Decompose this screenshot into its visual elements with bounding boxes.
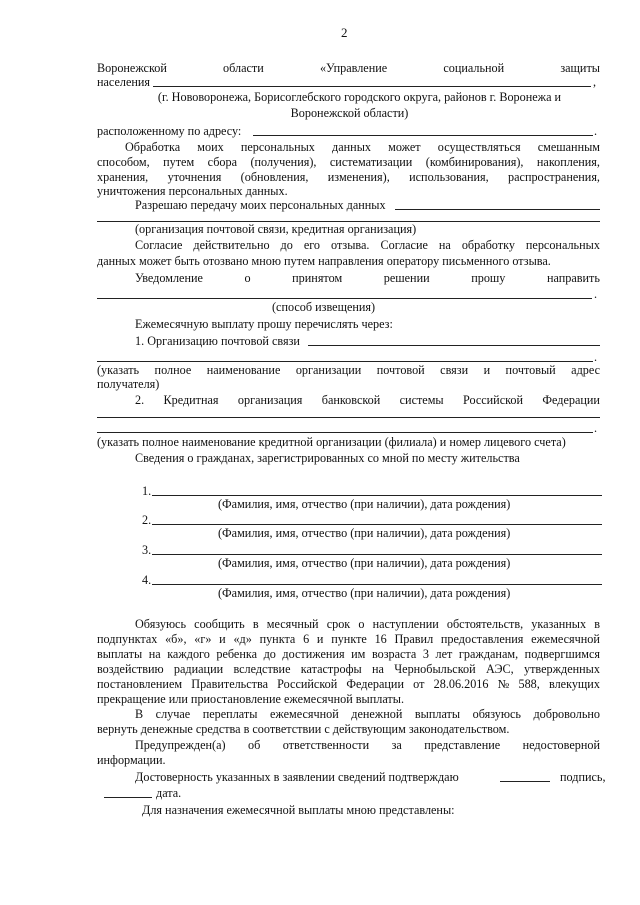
date-blank[interactable]	[104, 797, 152, 798]
obligation-word: влекущих	[549, 677, 600, 691]
consent-word: на	[438, 238, 451, 252]
obligation-word: им	[351, 647, 366, 661]
overpay-word: денежной	[351, 707, 403, 721]
processing-last: уничтожения персональных данных.	[97, 184, 288, 198]
option-2-word: Федерации	[542, 393, 600, 407]
accuracy-blank[interactable]	[500, 781, 550, 782]
resident-num-2: 2.	[142, 513, 152, 527]
processing-word: накопления,	[536, 155, 600, 169]
transfer-hint: (организация почтовой связи, кредитная организация)	[135, 222, 417, 236]
population-label: населения	[97, 75, 151, 89]
processing-word: хранения,	[97, 170, 149, 184]
resident-blank-1[interactable]	[152, 495, 602, 496]
resident-num-4: 4.	[142, 573, 152, 587]
consent-word: отзыва.	[331, 238, 370, 252]
hint-word: полное	[154, 363, 192, 377]
processing-word: (комбинирования),	[425, 155, 524, 169]
submitted-label: Для назначения ежемесячной выплаты мною представлены:	[142, 803, 455, 817]
obligation-word: воздействию	[97, 662, 164, 676]
obligation-word: Правительства	[191, 677, 268, 691]
consent-word: до	[280, 238, 293, 252]
option-2-word: организация	[237, 393, 303, 407]
region-hint-1: (г. Нововоронежа, Борисоглебского городского округа, районов г. Воронежа и	[157, 90, 562, 104]
processing-line-1	[125, 140, 600, 154]
processing-word: сбора	[207, 155, 237, 169]
obligation-line-5	[97, 677, 600, 691]
processing-word: осуществляться	[437, 140, 521, 154]
processing-line-3	[97, 170, 600, 184]
option-1-hint-end: получателя)	[97, 377, 160, 391]
processing-word: данных	[332, 140, 371, 154]
obligation-word: на	[371, 662, 384, 676]
processing-word: изменения),	[327, 170, 390, 184]
option-1-blank[interactable]	[308, 345, 600, 346]
option-2-word: Кредитная	[163, 393, 219, 407]
region-word-2: области	[223, 61, 264, 75]
obligation-word: до	[263, 647, 276, 661]
obligation-word: достижения	[282, 647, 345, 661]
page-number: 2	[341, 25, 348, 40]
option-2-dot: .	[594, 421, 598, 435]
processing-word: использования,	[409, 170, 489, 184]
obligation-last: прекращение или приостановление ежемесячной выплаты.	[97, 692, 404, 706]
processing-word: (получения),	[250, 155, 317, 169]
population-blank[interactable]	[153, 86, 591, 87]
obligation-word: месячный	[266, 617, 319, 631]
consent-line-2: данных может быть отозвано мною путем направления оператору письменного отзыва.	[97, 254, 551, 268]
resident-blank-4[interactable]	[152, 584, 602, 585]
obligation-word: выплаты	[97, 647, 143, 661]
obligation-word: в	[252, 617, 259, 631]
obligation-word: радиации	[173, 662, 224, 676]
transfer-label: Разрешаю передачу моих персональных данных	[135, 198, 386, 212]
obligation-word: указанных	[531, 617, 587, 631]
option-2-word: банковской	[321, 393, 381, 407]
obligation-word: катастрофы	[300, 662, 362, 676]
obligation-word: о	[358, 617, 365, 631]
processing-word: Обработка	[125, 140, 181, 154]
processing-word: (обновления,	[240, 170, 309, 184]
obligation-word: Чернобыльской	[394, 662, 476, 676]
obligation-word: АЭС,	[485, 662, 514, 676]
notice-word: прошу	[471, 271, 506, 285]
resident-hint-1: (Фамилия, имя, отчество (при наличии), дата рождения)	[218, 497, 511, 511]
obligation-word: «г»	[194, 632, 212, 646]
obligation-word: вследствие	[233, 662, 291, 676]
region-word-5: защиты	[560, 61, 600, 75]
consent-word: действительно	[193, 238, 270, 252]
warned-row	[135, 738, 600, 752]
address-dot: .	[594, 124, 598, 138]
notice-word: Уведомление	[135, 271, 203, 285]
notice-row	[135, 271, 600, 285]
notice-dot: .	[594, 287, 598, 301]
processing-word: моих	[197, 140, 224, 154]
obligation-word: от	[413, 677, 425, 691]
option-2-blank-1[interactable]	[97, 417, 600, 418]
obligation-line-3	[97, 647, 600, 661]
overpay-word: ежемесячной	[269, 707, 339, 721]
obligation-word: «б»,	[165, 632, 187, 646]
obligation-word: подвергшимся	[524, 647, 600, 661]
accuracy-text: Достоверность указанных в заявлении сведений подтверждаю	[135, 770, 459, 784]
hint-word: организации	[295, 363, 362, 377]
option-1-hint-row	[97, 363, 600, 377]
overpay-word: добровольно	[533, 707, 600, 721]
overpay-word: обязуюсь	[472, 707, 521, 721]
option-2-blank-2[interactable]	[97, 432, 593, 433]
processing-word: персональных	[240, 140, 315, 154]
processing-word: может	[388, 140, 421, 154]
consent-word: его	[303, 238, 321, 252]
obligation-line-2	[97, 632, 600, 646]
resident-hint-3: (Фамилия, имя, отчество (при наличии), дата рождения)	[218, 556, 511, 570]
obligation-word: 6	[303, 632, 310, 646]
resident-num-1: 1.	[142, 484, 152, 498]
hint-word: и	[483, 363, 491, 377]
resident-blank-3[interactable]	[152, 554, 602, 555]
overpay-line-2: вернуть денежные средства в соответствии с действующим законодательством.	[97, 722, 510, 736]
hint-word: почтовой	[376, 363, 425, 377]
processing-word: систематизации	[329, 155, 413, 169]
warned-word: Предупрежден(а)	[135, 738, 226, 752]
obligation-word: Российской	[277, 677, 338, 691]
warned-word: недостоверной	[522, 738, 600, 752]
obligation-word: Правил	[394, 632, 434, 646]
processing-line-2	[97, 155, 600, 169]
region-word-3: «Управление	[319, 61, 388, 75]
obligation-word: лет	[435, 647, 453, 661]
consent-line-1	[135, 238, 600, 252]
overpay-word: В	[135, 707, 144, 721]
consent-word: обработку	[461, 238, 515, 252]
obligation-word: утвержденных	[524, 662, 600, 676]
obligation-word: постановлением	[97, 677, 183, 691]
obligation-word: обстоятельств,	[446, 617, 524, 631]
overpay-word: переплаты	[202, 707, 258, 721]
hint-word: наименование	[206, 363, 281, 377]
consent-word: персональных	[525, 238, 600, 252]
signature-label: подпись,	[560, 770, 606, 784]
notice-hint: (способ извещения)	[272, 300, 376, 314]
warned-word: представление	[424, 738, 501, 752]
obligation-line-4	[97, 662, 600, 676]
resident-blank-2[interactable]	[152, 524, 602, 525]
overpay-word: случае	[155, 707, 191, 721]
obligation-word: на	[148, 647, 161, 661]
region-word-4: социальной	[443, 61, 505, 75]
residents-intro: Сведения о гражданах, зарегистрированных со мной по месту жительства	[135, 451, 520, 465]
obligation-word: пункта	[259, 632, 296, 646]
obligation-word: и	[316, 632, 324, 646]
obligation-word: сообщить	[194, 617, 245, 631]
region-row	[97, 61, 600, 75]
obligation-word: 16	[374, 632, 387, 646]
processing-word: путем	[163, 155, 195, 169]
warned-word: за	[391, 738, 402, 752]
payment-intro: Ежемесячную выплату прошу перечислять через:	[135, 317, 393, 331]
population-comma: ,	[593, 75, 597, 89]
transfer-blank-1[interactable]	[395, 209, 600, 210]
address-blank[interactable]	[253, 135, 593, 136]
option-1-label: 1. Организацию почтовой связи	[135, 334, 300, 348]
obligation-word: гражданам,	[458, 647, 519, 661]
warned-word: ответственности	[282, 738, 370, 752]
address-label: расположенному по адресу:	[97, 124, 242, 138]
warned-word: об	[248, 738, 261, 752]
obligation-word: каждого	[167, 647, 210, 661]
hint-word: связи	[440, 363, 469, 377]
resident-num-3: 3.	[142, 543, 152, 557]
overpay-word: выплаты	[414, 707, 461, 721]
warned-end: информации.	[97, 753, 166, 767]
notice-blank[interactable]	[97, 298, 592, 299]
processing-word: способом,	[97, 155, 150, 169]
obligation-word: 3	[422, 647, 429, 661]
obligation-word: наступлении	[372, 617, 439, 631]
obligation-word: 588,	[518, 677, 540, 691]
obligation-word: подпунктах	[97, 632, 158, 646]
option-2-word: Российской	[462, 393, 524, 407]
obligation-word: №	[497, 677, 510, 691]
resident-hint-2: (Фамилия, имя, отчество (при наличии), дата рождения)	[218, 526, 511, 540]
notice-word: решении	[383, 271, 430, 285]
date-label: дата.	[156, 786, 182, 800]
obligation-word: Обязуюсь	[135, 617, 187, 631]
option-2-row	[135, 393, 600, 407]
obligation-word: 28.06.2016	[433, 677, 489, 691]
obligation-word: возраста	[371, 647, 417, 661]
option-2-word: 2.	[135, 393, 145, 407]
obligation-word: ребенка	[216, 647, 258, 661]
hint-word: (указать	[97, 363, 140, 377]
obligation-word: Федерации	[346, 677, 404, 691]
obligation-word: ежемесячной	[531, 632, 600, 646]
processing-word: распространения,	[508, 170, 600, 184]
obligation-line-1	[135, 617, 600, 631]
option-1-blank-2[interactable]	[97, 361, 593, 362]
hint-word: адрес	[571, 363, 600, 377]
obligation-word: «д»	[233, 632, 252, 646]
processing-word: уточнения	[167, 170, 222, 184]
region-hint-2: Воронежской области)	[290, 106, 409, 120]
option-2-hint: (указать полное наименование кредитной организации (филиала) и номер лицевого счета)	[97, 435, 566, 449]
obligation-word: срок	[326, 617, 351, 631]
notice-word: направить	[546, 271, 600, 285]
overpay-line-1	[135, 707, 600, 721]
resident-hint-4: (Фамилия, имя, отчество (при наличии), дата рождения)	[218, 586, 511, 600]
option-1-dot: .	[594, 350, 598, 364]
option-2-word: системы	[399, 393, 444, 407]
hint-word: почтовый	[505, 363, 556, 377]
region-word-1: Воронежской	[97, 61, 167, 75]
notice-word: принятом	[292, 271, 343, 285]
obligation-word: в	[594, 617, 600, 631]
obligation-word: предоставления	[440, 632, 524, 646]
obligation-word: и	[219, 632, 226, 646]
obligation-word: пункте	[331, 632, 367, 646]
processing-word: смешанным	[537, 140, 600, 154]
notice-word: о	[244, 271, 251, 285]
consent-word: Согласие	[135, 238, 183, 252]
consent-word: Согласие	[380, 238, 428, 252]
